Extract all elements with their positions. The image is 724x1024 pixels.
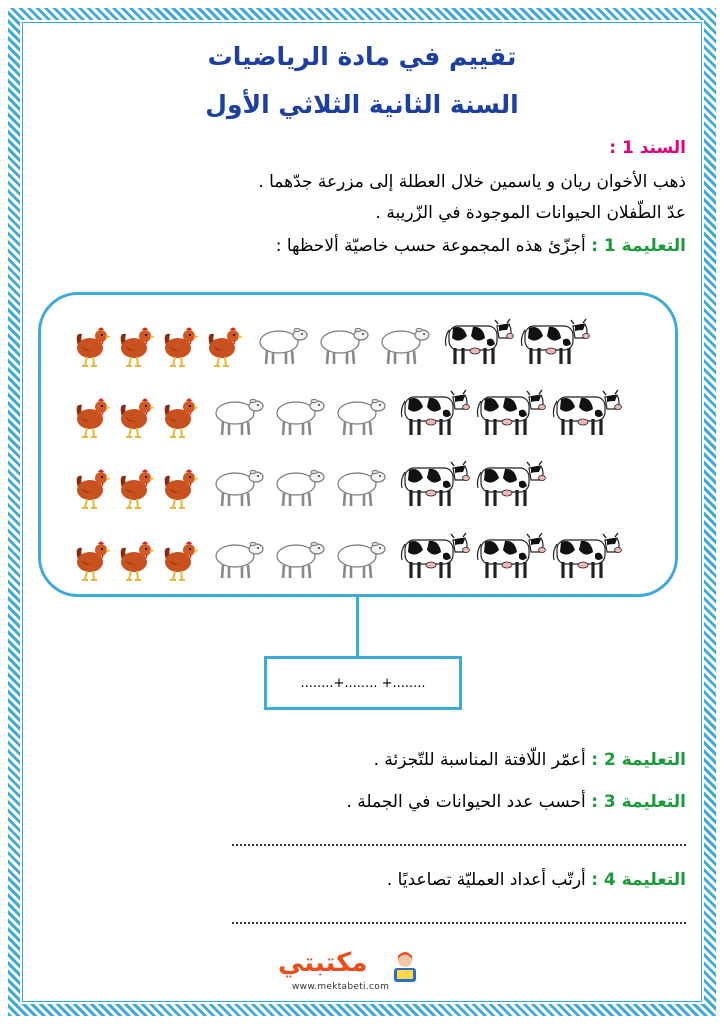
hen [70, 464, 112, 516]
hen [114, 393, 156, 445]
answer-line-3[interactable] [232, 844, 686, 846]
instruction-1-text: أجزّئ هذه المجموعة حسب خاصيّة ألاحظها : [275, 236, 586, 256]
page-subtitle: السنة الثانية الثلاثي الأول [205, 90, 519, 119]
cow [399, 528, 471, 588]
instruction-3-text: أحسب عدد الحيوانات في الجملة . [346, 792, 586, 812]
hen [158, 464, 200, 516]
cow [519, 314, 591, 374]
hen [114, 536, 156, 588]
support-label: السند 1 : [609, 138, 686, 158]
cow [399, 456, 471, 516]
instruction-3 [30, 792, 686, 812]
sheep [254, 320, 310, 372]
cow [475, 456, 547, 516]
instruction-4-label: التعليمة 4 : [591, 870, 686, 890]
support-text-2: عدّ الطّفلان الحيوانات الموجودة في الزّريبة . [375, 203, 686, 223]
hen [70, 536, 112, 588]
instruction-2 [30, 750, 686, 770]
hen [158, 393, 200, 445]
instruction-4 [30, 870, 686, 890]
cow [551, 385, 623, 445]
sheep [210, 462, 266, 514]
connector-line [356, 596, 359, 656]
instruction-3-label: التعليمة 3 : [591, 792, 686, 812]
cow [475, 385, 547, 445]
sheep [332, 534, 388, 586]
instruction-1 [30, 236, 686, 256]
hen [158, 536, 200, 588]
sheep [332, 391, 388, 443]
cow [475, 528, 547, 588]
hen [70, 322, 112, 374]
hen [114, 322, 156, 374]
reading-child-icon [388, 950, 422, 984]
sheep [210, 391, 266, 443]
logo-text: مكتبتي [278, 948, 368, 978]
instruction-2-text: أعمّر اللّافتة المناسبة للتّجزئة . [373, 750, 586, 770]
sheep [376, 320, 432, 372]
sheep [332, 462, 388, 514]
support-text-1: ذهب الأخوان ريان و ياسمين خلال العطلة إلى مزرعة جدّهما . [258, 172, 686, 192]
sheep [271, 534, 327, 586]
instruction-4-text: أرتّب أعداد العمليّة تصاعديًا . [386, 870, 586, 890]
sheep [315, 320, 371, 372]
cow [443, 314, 515, 374]
answer-line-4[interactable] [232, 922, 686, 924]
sheep [210, 534, 266, 586]
hen [114, 464, 156, 516]
instruction-1-label: التعليمة 1 : [591, 236, 686, 256]
sheep [271, 391, 327, 443]
partition-answer-box[interactable]: ........+........ +........ [264, 656, 462, 710]
cow [399, 385, 471, 445]
hen [202, 322, 244, 374]
page-title: تقييم في مادة الرياضيات [207, 42, 517, 71]
hen [70, 393, 112, 445]
logo-url: www.mektabeti.com [292, 982, 390, 992]
site-logo [270, 948, 454, 996]
instruction-2-label: التعليمة 2 : [591, 750, 686, 770]
cow [551, 528, 623, 588]
support-heading [30, 138, 686, 158]
hen [158, 322, 200, 374]
sheep [271, 462, 327, 514]
